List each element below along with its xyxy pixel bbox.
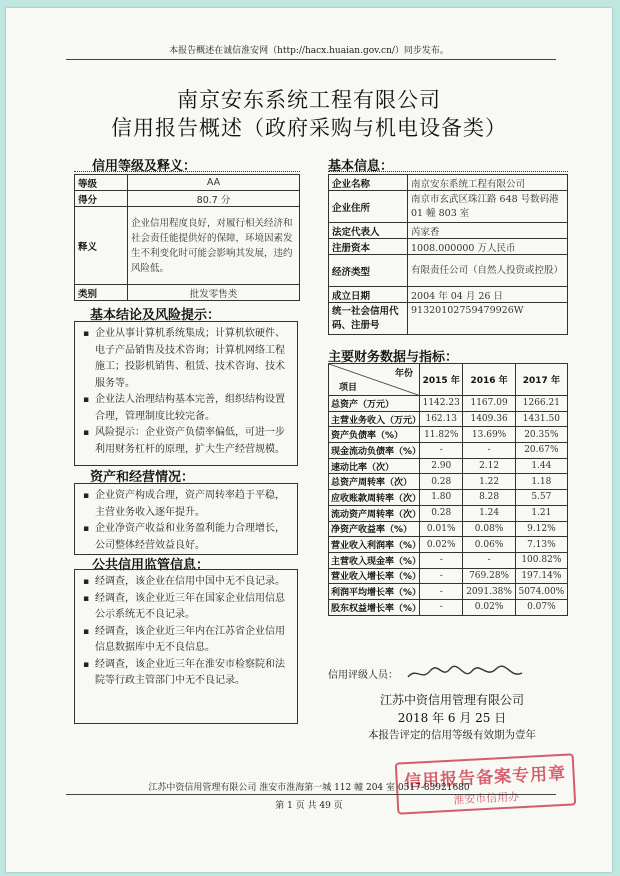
financial-row — [329, 427, 568, 443]
year-header: 2017 年 — [515, 364, 567, 396]
financial-row — [329, 599, 568, 615]
credit-row-grade: 等级 AA — [75, 175, 300, 191]
risk-item: ▪ 风险提示：企业资产负债率偏低，可进一步利用财务杠杆的原理，扩大生产经营规模。 — [79, 425, 293, 458]
financial-value: 1167.09 — [463, 396, 515, 412]
financial-value: 8.28 — [463, 490, 515, 506]
financial-value: 0.06% — [463, 537, 515, 553]
financial-row — [329, 443, 568, 459]
financial-value: 1266.21 — [515, 396, 567, 412]
financial-value: 2091.38% — [463, 584, 515, 600]
financial-value: 7.13% — [515, 537, 567, 553]
header-rule — [66, 59, 556, 60]
financial-value: 2.90 — [420, 458, 463, 474]
info-row-address: 企业住所 南京市玄武区珠江路 648 号数码港 01 幢 803 室 — [329, 191, 568, 223]
financial-row-label: 资产负债率（%） — [329, 427, 420, 443]
supervision-item: ▪ 经调查，该企业近三年在国家企业信用信息公示系统无不良记录。 — [79, 591, 293, 624]
financial-row — [329, 552, 568, 568]
corner-year-label: 年份 — [394, 369, 413, 379]
financial-value: 0.28 — [420, 474, 463, 490]
financial-row — [329, 584, 568, 600]
financial-corner-cell — [329, 364, 420, 396]
financial-value: 0.02% — [463, 599, 515, 615]
evaluator-label: 信用评级人员： — [328, 670, 398, 681]
financial-value: 197.14% — [515, 568, 567, 584]
assets-section-title: 资产和经营情况： — [90, 470, 195, 485]
validity-note: 本报告评定的信用等级有效期为壹年 — [368, 729, 536, 741]
signature-mark — [406, 663, 526, 683]
supervision-section-title: 公共信用监管信息： — [92, 558, 210, 573]
financial-row — [329, 568, 568, 584]
credit-row-category: 类别 批发零售类 — [75, 285, 300, 301]
assets-item: ▪ 企业资产构成合理，资产周转率趋于平稳，主营业务收入逐年提升。 — [79, 488, 293, 521]
financial-value: 2.12 — [463, 458, 515, 474]
page-number: 第 1 页 共 49 页 — [275, 801, 343, 811]
financial-value: - — [420, 552, 463, 568]
financial-section-title: 主要财务数据与指标： — [328, 350, 459, 365]
info-row-econ-type: 经济类型 有限责任公司（自然人投资或控股） — [329, 255, 568, 287]
financial-value: - — [420, 584, 463, 600]
financial-header-row — [329, 364, 568, 396]
financial-row-label: 净资产收益率（%） — [329, 521, 420, 537]
financial-row — [329, 474, 568, 490]
info-row-credit-code: 统一社会信用代码、注册号 91320102759479926W — [329, 303, 568, 335]
financial-value: 162.13 — [420, 411, 463, 427]
financial-row — [329, 490, 568, 506]
document-page — [6, 8, 612, 872]
financial-row-label: 现金流动负债率（%） — [329, 443, 420, 459]
credit-section-rule — [74, 171, 300, 172]
stamp-line1: 信用报告备案专用章 — [403, 763, 567, 793]
supervision-item: ▪ 经调查，该企业近三年内在江苏省企业信用信息数据库中无不良信息。 — [79, 624, 293, 657]
financial-value: 5074.00% — [515, 584, 567, 600]
financial-value: 20.35% — [515, 427, 567, 443]
financial-row-label: 股东权益增长率（%） — [329, 599, 420, 615]
stamp-line2: 淮安市信用办 — [452, 790, 520, 807]
financial-row-label: 总资产周转率（次） — [329, 474, 420, 490]
financial-value: 20.67% — [515, 443, 567, 459]
publication-note: 本报告概述在诚信淮安网（http://hacx.huaian.gov.cn/）同步发布。 — [169, 46, 449, 56]
financial-row-label: 流动资产周转率（次） — [329, 505, 420, 521]
financial-row-label: 应收账款周转率（次） — [329, 490, 420, 506]
financial-value: - — [463, 552, 515, 568]
conclusion-item: ▪ 企业从事计算机系统集成；计算机软硬件、电子产品销售及技术咨询；计算机网络工程施工；投影机销售、租赁、技术咨询、技术服务等。 — [79, 326, 293, 392]
basic-info-table — [328, 174, 568, 335]
financial-value: 1431.50 — [515, 411, 567, 427]
financial-value: 11.82% — [420, 427, 463, 443]
financial-row-label: 营业收入增长率（%） — [329, 568, 420, 584]
supervision-box — [74, 569, 298, 724]
info-row-capital: 注册资本 1008.000000 万人民币 — [329, 239, 568, 255]
conclusion-item: ▪ 企业法人治理结构基本完善，组织结构设置合理，管理制度比较完备。 — [79, 392, 293, 425]
year-header: 2016 年 — [463, 364, 515, 396]
financial-value: 0.08% — [463, 521, 515, 537]
basic-conclusion-box — [74, 321, 298, 466]
assets-item: ▪ 企业净资产收益和业务盈利能力合理增长，公司整体经营效益良好。 — [79, 521, 293, 554]
financial-row-label: 速动比率（次） — [329, 458, 420, 474]
financial-row-label: 营业收入利润率（%） — [329, 537, 420, 553]
supervision-item: ▪ 经调查，该企业在信用中国中无不良记录。 — [79, 574, 293, 591]
financial-row — [329, 411, 568, 427]
footer-rule — [66, 794, 556, 795]
financial-value: 0.01% — [420, 521, 463, 537]
financial-body — [329, 396, 568, 616]
credit-row-meaning: 释义 企业信用程度良好，对履行相关经济和社会责任能提供好的保障，环境因素发生不利变化时可能会影响其发展，违约风险低。 — [75, 207, 300, 285]
assets-box — [74, 483, 298, 555]
issuer-company: 江苏中资信用管理有限公司 — [379, 693, 524, 707]
financial-value: 1409.36 — [463, 411, 515, 427]
financial-row — [329, 537, 568, 553]
financial-value: 1.44 — [515, 458, 567, 474]
financial-value: 0.02% — [420, 537, 463, 553]
financial-value: 13.69% — [463, 427, 515, 443]
financial-table — [328, 363, 568, 616]
financial-value: 100.82% — [515, 552, 567, 568]
financial-row-label: 利润平均增长率（%） — [329, 584, 420, 600]
financial-value: 0.07% — [515, 599, 567, 615]
report-title: 信用报告概述（政府采购与机电设备类） — [111, 116, 507, 140]
basic-info-title: 基本信息： — [328, 159, 394, 174]
issue-date: 2018 年 6 月 25 日 — [397, 711, 507, 725]
financial-value: 1.80 — [420, 490, 463, 506]
credit-row-score: 得分 80.7 分 — [75, 191, 300, 207]
financial-value: - — [420, 443, 463, 459]
footer-contact: 江苏中资信用管理有限公司 淮安市淮海第一城 112 幢 204 室 0517-83921680 — [148, 783, 470, 793]
financial-row — [329, 396, 568, 412]
financial-row — [329, 521, 568, 537]
financial-value: 1142.23 — [420, 396, 463, 412]
credit-table — [74, 174, 300, 301]
financial-value: - — [420, 568, 463, 584]
financial-value: 5.57 — [515, 490, 567, 506]
financial-value: 1.22 — [463, 474, 515, 490]
financial-value: 1.18 — [515, 474, 567, 490]
financial-value: 9.12% — [515, 521, 567, 537]
info-row-founded: 成立日期 2004 年 04 月 26 日 — [329, 287, 568, 303]
company-title: 南京安东系统工程有限公司 — [177, 88, 441, 112]
info-row-name: 企业名称 南京安东系统工程有限公司 — [329, 175, 568, 191]
financial-row — [329, 505, 568, 521]
financial-value: 1.21 — [515, 505, 567, 521]
financial-row — [329, 458, 568, 474]
year-header: 2015 年 — [420, 364, 463, 396]
financial-row-label: 总资产（万元） — [329, 396, 420, 412]
financial-value: 1.24 — [463, 505, 515, 521]
basic-info-rule — [328, 171, 568, 172]
financial-value: 0.28 — [420, 505, 463, 521]
corner-item-label: 项目 — [339, 383, 358, 393]
info-row-legal-rep: 法定代表人 芮家香 — [329, 223, 568, 239]
credit-section-title: 信用等级及释义： — [92, 159, 197, 174]
financial-row-label: 主营收入现金率（%） — [329, 552, 420, 568]
financial-value: 769.28% — [463, 568, 515, 584]
supervision-item: ▪ 经调查，该企业近三年在淮安市检察院和法院等行政主管部门中无不良记录。 — [79, 657, 293, 690]
financial-value: - — [463, 443, 515, 459]
financial-row-label: 主营业务收入（万元） — [329, 411, 420, 427]
basic-conclusion-title: 基本结论及风险提示： — [90, 308, 221, 323]
financial-value: - — [420, 599, 463, 615]
